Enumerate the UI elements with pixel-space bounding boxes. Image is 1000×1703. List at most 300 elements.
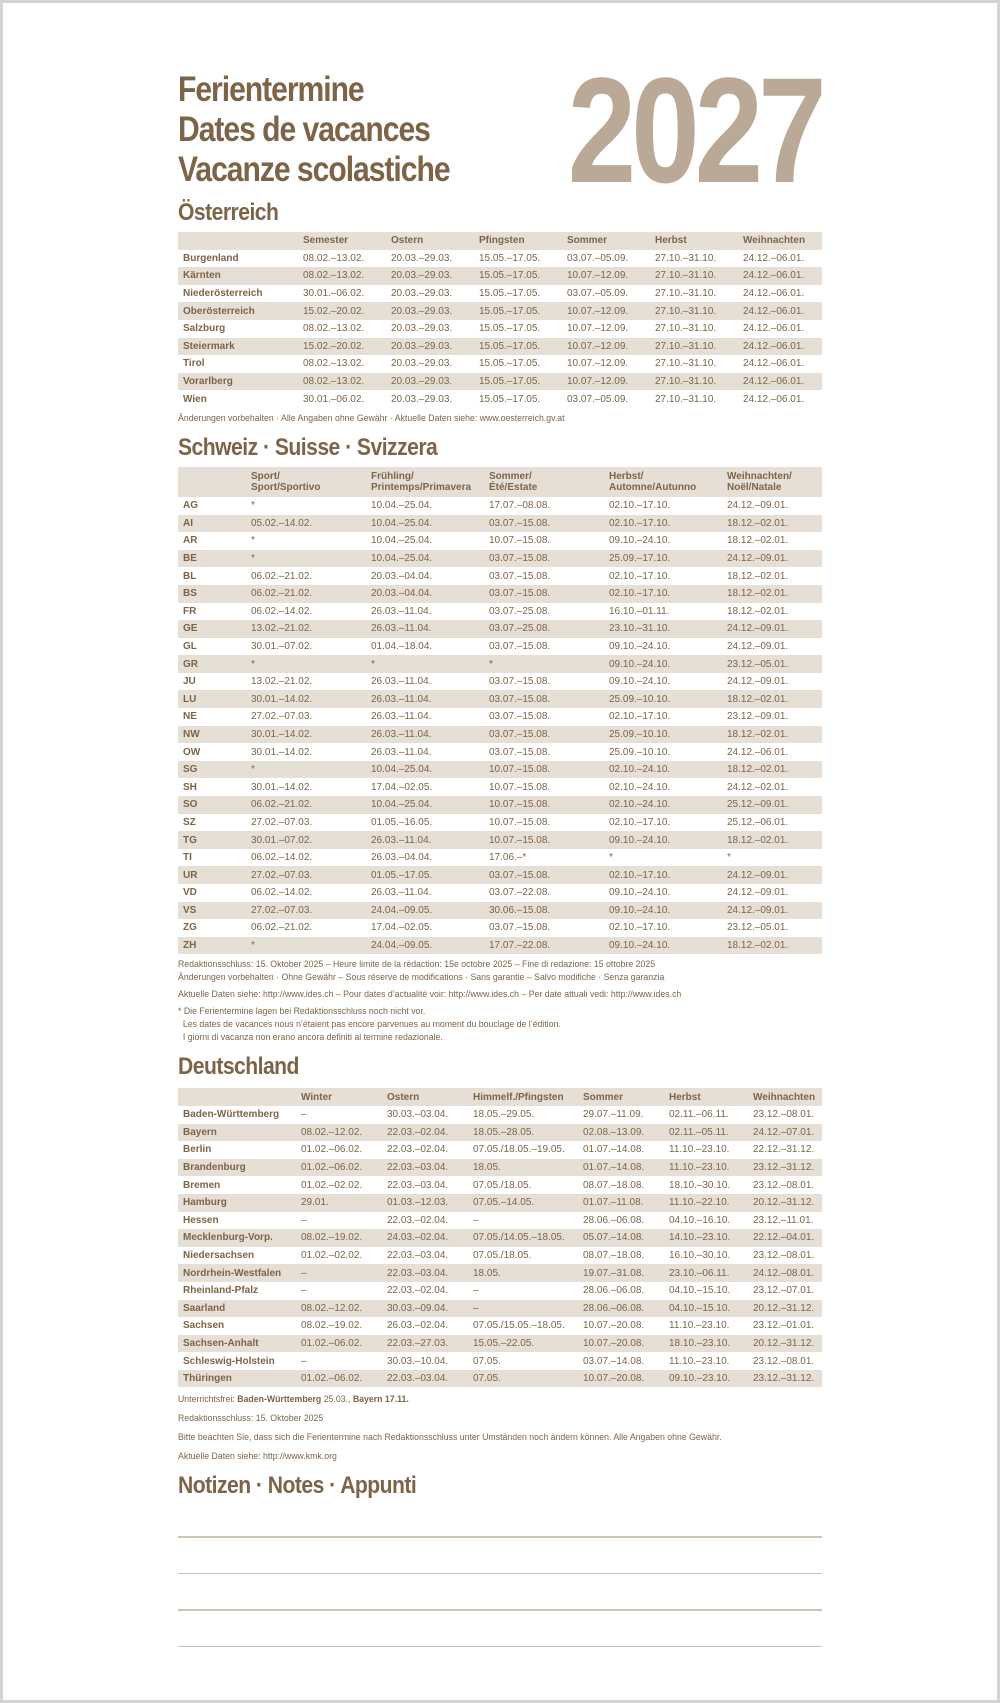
column-header-line: Noël/Natale bbox=[727, 481, 782, 493]
region-name-cell: AG bbox=[183, 500, 198, 512]
date-cell: 23.10.–06.11. bbox=[664, 1264, 748, 1282]
date-cell: 20.03.–04.04. bbox=[371, 570, 433, 582]
date-cell: * bbox=[366, 655, 484, 673]
region-name-cell: TI bbox=[183, 852, 192, 864]
notes-line bbox=[178, 1573, 822, 1575]
date-cell: 10.07.–15.08. bbox=[484, 831, 604, 849]
table-row bbox=[178, 849, 822, 867]
unterrichtsfrei-bw-date: 25.03., bbox=[323, 1394, 351, 1406]
date-cell: 02.10.–17.10. bbox=[609, 816, 671, 828]
asterisk-note-2: Les dates de vacances nous n’étaient pas encore parvenues au moment du bouclage de l’édition. bbox=[178, 1019, 561, 1031]
date-cell: 28.06.–06.08. bbox=[583, 1285, 645, 1297]
date-cell: 02.10.–24.10. bbox=[604, 796, 722, 814]
date-cell: 10.07.–15.08. bbox=[489, 535, 551, 547]
date-cell: 04.10.–15.10. bbox=[669, 1285, 731, 1297]
column-header-line: Printemps/Primavera bbox=[371, 481, 472, 493]
column-header: Ostern bbox=[382, 1088, 468, 1106]
date-cell: 26.03.–11.04. bbox=[371, 746, 432, 758]
date-cell: 29.01. bbox=[296, 1194, 382, 1212]
region-name-cell: Hamburg bbox=[178, 1194, 296, 1212]
date-cell: 20.03.–29.03. bbox=[391, 252, 453, 264]
date-cell: 22.03.–03.04. bbox=[387, 1250, 449, 1262]
date-cell: 15.02.–20.02. bbox=[298, 302, 386, 320]
date-cell: 30.03.–03.04. bbox=[387, 1109, 449, 1121]
date-cell: 20.03.–29.03. bbox=[386, 302, 474, 320]
date-cell: 03.07.–15.08. bbox=[484, 726, 604, 744]
title-italian: Vacanze scolastiche bbox=[178, 150, 450, 189]
date-cell: – bbox=[301, 1109, 307, 1121]
column-header: Herbst bbox=[664, 1088, 748, 1106]
date-cell: 27.10.–31.10. bbox=[650, 267, 738, 285]
date-cell: 20.03.–29.03. bbox=[391, 288, 453, 300]
date-cell: 22.12.–31.12. bbox=[753, 1144, 815, 1156]
date-cell: 30.01.–14.02. bbox=[246, 690, 366, 708]
region-name-cell: GE bbox=[178, 620, 246, 638]
table-row bbox=[178, 567, 822, 585]
date-cell: 03.07.–15.08. bbox=[484, 515, 604, 533]
table-row bbox=[178, 1247, 822, 1265]
date-cell: 26.03.–11.04. bbox=[366, 620, 484, 638]
date-cell: 10.07.–20.08. bbox=[583, 1320, 645, 1332]
date-cell: 09.10.–24.10. bbox=[609, 640, 671, 652]
date-cell: 28.06.–06.08. bbox=[583, 1214, 645, 1226]
region-name-cell: BL bbox=[183, 570, 197, 582]
date-cell: 24.12.–09.01. bbox=[727, 676, 789, 688]
date-cell: 18.10.–23.10. bbox=[664, 1335, 748, 1353]
date-cell: 10.07.–20.08. bbox=[578, 1370, 664, 1388]
table-row bbox=[178, 267, 822, 285]
region-name-cell: Oberösterreich bbox=[178, 302, 298, 320]
column-header-line: Frühling/ bbox=[371, 470, 414, 482]
date-cell: 25.09.–17.10. bbox=[604, 550, 722, 568]
date-cell: 15.05.–22.05. bbox=[468, 1335, 578, 1353]
column-header: Pfingsten bbox=[474, 232, 562, 250]
region-name-cell: AI bbox=[178, 515, 246, 533]
date-cell: 16.10.–01.11. bbox=[609, 605, 670, 617]
date-cell: 10.07.–12.09. bbox=[567, 323, 629, 335]
date-cell: 03.07.–22.08. bbox=[489, 887, 551, 899]
date-cell: 01.04.–18.04. bbox=[371, 640, 433, 652]
region-name-cell: UR bbox=[178, 866, 246, 884]
date-cell: 13.02.–21.02. bbox=[251, 676, 313, 688]
date-cell: 25.09.–10.10. bbox=[609, 746, 671, 758]
germany-disclaimer: Bitte beachten Sie, dass sich die Ferientermine nach Redaktionsschluss unter Umständen noch ändern können. Alle Angaben ohne Gewähr. bbox=[178, 1432, 722, 1444]
date-cell: 27.10.–31.10. bbox=[655, 323, 717, 335]
date-cell: 26.03.–11.04. bbox=[371, 605, 432, 617]
table-row bbox=[178, 1352, 822, 1370]
table-row bbox=[178, 1317, 822, 1335]
date-cell: 27.10.–31.10. bbox=[650, 373, 738, 391]
date-cell: 23.10.–31.10. bbox=[604, 620, 722, 638]
date-cell: 26.03.–11.04. bbox=[371, 711, 432, 723]
date-cell: 24.12.–09.01. bbox=[727, 640, 789, 652]
date-cell: 06.02.–21.02. bbox=[246, 585, 366, 603]
table-row bbox=[178, 884, 822, 902]
date-cell: * bbox=[609, 852, 613, 864]
unterrichtsfrei-by-date: 17.11. bbox=[384, 1394, 409, 1406]
table-row bbox=[178, 338, 822, 356]
date-cell: 01.03.–12.03. bbox=[382, 1194, 468, 1212]
unterrichtsfrei-by: Bayern bbox=[352, 1394, 383, 1406]
table-row bbox=[178, 796, 822, 814]
column-header: Semester bbox=[298, 232, 386, 250]
table-row bbox=[178, 655, 822, 673]
table-row bbox=[178, 1141, 822, 1159]
date-cell: 06.02.–21.02. bbox=[246, 796, 366, 814]
date-cell: 10.07.–12.09. bbox=[562, 373, 650, 391]
table-row bbox=[178, 1124, 822, 1142]
date-cell: 26.03.–11.04. bbox=[371, 676, 432, 688]
date-cell: 27.10.–31.10. bbox=[655, 393, 717, 405]
date-cell: 16.10.–30.10. bbox=[669, 1250, 731, 1262]
title-block bbox=[178, 70, 494, 190]
date-cell: 08.02.–13.02. bbox=[303, 323, 365, 335]
date-cell: * bbox=[246, 761, 366, 779]
date-cell: 15.05.–17.05. bbox=[474, 373, 562, 391]
table-row bbox=[178, 1212, 822, 1230]
column-header-blank bbox=[178, 1088, 296, 1106]
date-cell: 10.07.–15.08. bbox=[489, 781, 551, 793]
date-cell: 17.04.–02.05. bbox=[371, 922, 433, 934]
date-cell: * bbox=[727, 852, 731, 864]
date-cell: 05.07.–14.08. bbox=[578, 1229, 664, 1247]
date-cell: 07.05. bbox=[473, 1355, 501, 1367]
date-cell: – bbox=[296, 1264, 382, 1282]
table-row bbox=[178, 585, 822, 603]
region-name-cell: Bayern bbox=[178, 1124, 296, 1142]
region-name-cell: Nordrhein-Westfalen bbox=[178, 1264, 296, 1282]
date-cell: 09.10.–24.10. bbox=[609, 887, 671, 899]
table-row bbox=[178, 532, 822, 550]
date-cell: 06.02.–14.02. bbox=[251, 605, 313, 617]
table-row bbox=[178, 1264, 822, 1282]
region-name-cell: Rheinland-Pfalz bbox=[183, 1285, 259, 1297]
date-cell: 18.12.–02.01. bbox=[722, 585, 822, 603]
date-cell: 23.12.–07.01. bbox=[753, 1285, 815, 1297]
section-heading-austria: Österreich bbox=[178, 199, 279, 226]
date-cell: 11.10.–22.10. bbox=[664, 1194, 748, 1212]
date-cell: 10.07.–12.09. bbox=[562, 338, 650, 356]
date-cell: 15.05.–17.05. bbox=[474, 338, 562, 356]
table-row bbox=[178, 1282, 822, 1300]
date-cell: 24.12.–07.01. bbox=[748, 1124, 822, 1142]
date-cell: 03.07.–05.09. bbox=[567, 252, 629, 264]
table-row bbox=[178, 515, 822, 533]
date-cell: 18.12.–02.01. bbox=[727, 605, 789, 617]
date-cell: 22.03.–03.04. bbox=[382, 1370, 468, 1388]
region-name-cell: SZ bbox=[183, 816, 196, 828]
column-header-blank bbox=[178, 232, 298, 250]
date-cell: 15.05.–17.05. bbox=[479, 393, 541, 405]
date-cell: 25.09.–10.10. bbox=[604, 726, 722, 744]
table-row bbox=[178, 866, 822, 884]
date-cell: 10.07.–12.09. bbox=[567, 358, 629, 370]
date-cell: 10.04.–25.04. bbox=[366, 515, 484, 533]
date-cell: 23.12.–08.01. bbox=[753, 1179, 815, 1191]
date-cell: 23.12.–11.01. bbox=[753, 1214, 814, 1226]
region-name-cell: Kärnten bbox=[178, 267, 298, 285]
column-header: Ostern bbox=[386, 232, 474, 250]
date-cell: 08.07.–18.08. bbox=[583, 1250, 645, 1262]
date-cell: 06.02.–21.02. bbox=[251, 922, 313, 934]
date-cell: 23.12.–08.01. bbox=[753, 1109, 815, 1121]
region-name-cell: Saarland bbox=[178, 1300, 296, 1318]
region-name-cell: Salzburg bbox=[183, 323, 226, 335]
switzerland-footer-2: Änderungen vorbehalten · Ohne Gewähr – Sous réserve de modifications · Sans garantie – Salvo modifiche · Senza garanzia bbox=[178, 972, 665, 984]
table-row bbox=[178, 373, 822, 391]
region-name-cell: Burgenland bbox=[183, 252, 239, 264]
date-cell: 23.12.–05.01. bbox=[727, 922, 789, 934]
table-row bbox=[178, 1106, 822, 1124]
region-name-cell: TG bbox=[178, 831, 246, 849]
date-cell: 18.12.–02.01. bbox=[722, 726, 822, 744]
table-row bbox=[178, 285, 822, 303]
date-cell: 09.10.–24.10. bbox=[604, 831, 722, 849]
region-name-cell: Brandenburg bbox=[178, 1159, 296, 1177]
table-row bbox=[178, 1335, 822, 1353]
date-cell: 30.03.–09.04. bbox=[382, 1300, 468, 1318]
table-row bbox=[178, 814, 822, 832]
date-cell: 24.12.–02.01. bbox=[727, 781, 789, 793]
date-cell: 15.05.–17.05. bbox=[474, 267, 562, 285]
date-cell: 18.10.–30.10. bbox=[669, 1179, 731, 1191]
date-cell: 03.07.–05.09. bbox=[567, 393, 629, 405]
title-german: Ferientermine bbox=[178, 70, 364, 109]
date-cell: 22.03.–03.04. bbox=[387, 1179, 449, 1191]
date-cell: 24.04.–09.05. bbox=[366, 937, 484, 955]
region-name-cell: ZG bbox=[183, 922, 197, 934]
date-cell: 01.07.–14.08. bbox=[583, 1144, 645, 1156]
date-cell: 24.12.–06.01. bbox=[738, 267, 822, 285]
date-cell: 27.02.–07.03. bbox=[251, 711, 313, 723]
date-cell: 05.02.–14.02. bbox=[246, 515, 366, 533]
date-cell: 15.02.–20.02. bbox=[298, 338, 386, 356]
date-cell: 20.03.–29.03. bbox=[386, 267, 474, 285]
column-header bbox=[484, 467, 604, 497]
unterrichtsfrei-note bbox=[178, 1393, 770, 1406]
date-cell: * bbox=[484, 655, 604, 673]
date-cell: 03.07.–25.08. bbox=[484, 620, 604, 638]
notes-line bbox=[178, 1609, 822, 1611]
date-cell: 24.04.–09.05. bbox=[366, 902, 484, 920]
switzerland-footer-3: Aktuelle Daten siehe: http://www.ides.ch – Pour dates d’actualité voir: http://www.ides.ch – Per date attuali vedi: http://www.ides.ch bbox=[178, 989, 682, 1001]
date-cell: 24.12.–09.01. bbox=[722, 902, 822, 920]
date-cell: – bbox=[473, 1285, 479, 1297]
date-cell: 09.10.–24.10. bbox=[609, 535, 671, 547]
date-cell: 06.02.–21.02. bbox=[251, 570, 313, 582]
region-name-cell: SG bbox=[178, 761, 246, 779]
date-cell: 14.10.–23.10. bbox=[664, 1229, 748, 1247]
column-header-line: Herbst/ bbox=[609, 470, 644, 482]
region-name-cell: Niederösterreich bbox=[183, 288, 263, 300]
date-cell: 20.03.–29.03. bbox=[386, 373, 474, 391]
date-cell: 24.03.–02.04. bbox=[382, 1229, 468, 1247]
date-cell: 30.01.–14.02. bbox=[251, 781, 313, 793]
region-name-cell: AR bbox=[183, 535, 198, 547]
table-row bbox=[178, 1176, 822, 1194]
region-name-cell: NW bbox=[178, 726, 246, 744]
date-cell: 11.10.–23.10. bbox=[669, 1320, 730, 1332]
date-cell: 15.05.–17.05. bbox=[479, 288, 541, 300]
region-name-cell: LU bbox=[178, 690, 246, 708]
date-cell: 18.12.–02.01. bbox=[722, 690, 822, 708]
column-header bbox=[604, 467, 722, 497]
date-cell: 15.05.–17.05. bbox=[479, 323, 541, 335]
region-name-cell: Sachsen-Anhalt bbox=[178, 1335, 296, 1353]
date-cell: 02.10.–24.10. bbox=[609, 781, 671, 793]
date-cell: 08.02.–13.02. bbox=[298, 373, 386, 391]
date-cell: 10.04.–25.04. bbox=[371, 500, 433, 512]
region-name-cell: Wien bbox=[183, 393, 207, 405]
date-cell: 07.05.–14.05. bbox=[468, 1194, 578, 1212]
notes-line bbox=[178, 1646, 822, 1648]
date-cell: 08.02.–13.02. bbox=[303, 252, 365, 264]
date-cell: 22.03.–02.04. bbox=[382, 1124, 468, 1142]
date-cell: 23.12.–08.01. bbox=[753, 1355, 815, 1367]
column-header: Weihnachten bbox=[748, 1088, 822, 1106]
date-cell: 11.10.–23.10. bbox=[669, 1355, 730, 1367]
date-cell: 20.03.–29.03. bbox=[391, 393, 453, 405]
date-cell: 27.02.–07.03. bbox=[246, 866, 366, 884]
date-cell: 09.10.–24.10. bbox=[609, 676, 671, 688]
date-cell: 10.07.–12.09. bbox=[562, 302, 650, 320]
date-cell: 20.12.–31.12. bbox=[748, 1194, 822, 1212]
table-row bbox=[178, 1194, 822, 1212]
table-row bbox=[178, 1229, 822, 1247]
date-cell: 04.10.–16.10. bbox=[669, 1214, 731, 1226]
date-cell: 03.07.–25.08. bbox=[489, 605, 551, 617]
date-cell: 06.02.–14.02. bbox=[251, 887, 313, 899]
date-cell: 22.03.–03.04. bbox=[382, 1159, 468, 1177]
table-row bbox=[178, 638, 822, 656]
table-row bbox=[178, 831, 822, 849]
section-heading-germany: Deutschland bbox=[178, 1053, 299, 1081]
region-name-cell: VD bbox=[183, 887, 197, 899]
date-cell: 17.07.–22.08. bbox=[484, 937, 604, 955]
date-cell: 15.05.–17.05. bbox=[479, 252, 541, 264]
date-cell: 22.03.–02.04. bbox=[387, 1285, 449, 1297]
switzerland-table bbox=[178, 467, 822, 954]
region-name-cell: NE bbox=[183, 711, 197, 723]
date-cell: 24.12.–06.01. bbox=[743, 323, 805, 335]
date-cell: 18.12.–02.01. bbox=[727, 535, 789, 547]
region-name-cell: SH bbox=[183, 781, 197, 793]
column-header-blank bbox=[178, 467, 246, 497]
column-header-line: Automne/Autunno bbox=[609, 481, 697, 493]
date-cell: 18.05. bbox=[468, 1159, 578, 1177]
date-cell: 24.12.–09.01. bbox=[722, 550, 822, 568]
date-cell: 07.05./18.05. bbox=[473, 1250, 532, 1262]
date-cell: 01.05.–16.05. bbox=[371, 816, 433, 828]
date-cell: 24.12.–06.01. bbox=[743, 393, 805, 405]
asterisk-note-3: I giorni di vacanza non erano ancora definiti al termine redazionale. bbox=[178, 1032, 443, 1044]
date-cell: 24.12.–09.01. bbox=[727, 500, 789, 512]
date-cell: 20.12.–31.12. bbox=[748, 1300, 822, 1318]
date-cell: * bbox=[251, 500, 255, 512]
date-cell: 10.07.–12.09. bbox=[562, 267, 650, 285]
date-cell: 26.03.–11.04. bbox=[366, 831, 484, 849]
column-header: Sommer bbox=[578, 1088, 664, 1106]
asterisk-note-1: * Die Ferientermine lagen bei Redaktionsschluss noch nicht vor. bbox=[178, 1006, 426, 1018]
column-header: Himmelf./Pfingsten bbox=[468, 1088, 578, 1106]
date-cell: 11.10.–23.10. bbox=[669, 1144, 730, 1156]
date-cell: 07.05. bbox=[468, 1370, 578, 1388]
date-cell: 10.07.–15.08. bbox=[484, 796, 604, 814]
date-cell: 01.02.–06.02. bbox=[296, 1335, 382, 1353]
date-cell: 03.07.–14.08. bbox=[583, 1355, 645, 1367]
date-cell: 04.10.–15.10. bbox=[664, 1300, 748, 1318]
date-cell: 13.02.–21.02. bbox=[246, 620, 366, 638]
date-cell: 07.05./18.05.–19.05. bbox=[473, 1144, 565, 1156]
table-row bbox=[178, 603, 822, 621]
date-cell: 18.05.–28.05. bbox=[468, 1124, 578, 1142]
date-cell: 24.12.–09.01. bbox=[722, 620, 822, 638]
table-header-row bbox=[178, 1088, 822, 1106]
region-name-cell: Baden-Württemberg bbox=[183, 1109, 280, 1121]
date-cell: – bbox=[473, 1214, 479, 1226]
table-row bbox=[178, 550, 822, 568]
date-cell: 01.05.–17.05. bbox=[366, 866, 484, 884]
table-header-row bbox=[178, 232, 822, 250]
date-cell: 01.07.–11.08. bbox=[578, 1194, 664, 1212]
date-cell: 24.12.–08.01. bbox=[748, 1264, 822, 1282]
column-header bbox=[246, 467, 366, 497]
date-cell: 15.05.–17.05. bbox=[479, 358, 541, 370]
column-header-line: Sport/Sportivo bbox=[251, 481, 321, 493]
date-cell: 03.07.–15.08. bbox=[484, 866, 604, 884]
date-cell: 10.04.–25.04. bbox=[366, 550, 484, 568]
date-cell: 20.03.–29.03. bbox=[386, 338, 474, 356]
date-cell: 25.09.–10.10. bbox=[604, 690, 722, 708]
date-cell: 02.10.–17.10. bbox=[604, 866, 722, 884]
date-cell: 07.05./14.05.–18.05. bbox=[468, 1229, 578, 1247]
date-cell: 27.02.–07.03. bbox=[246, 902, 366, 920]
region-name-cell: FR bbox=[183, 605, 197, 617]
date-cell: 01.02.–02.02. bbox=[301, 1250, 363, 1262]
date-cell: 30.01.–07.02. bbox=[251, 640, 313, 652]
date-cell: * bbox=[246, 937, 366, 955]
date-cell: 30.03.–10.04. bbox=[387, 1355, 449, 1367]
date-cell: 07.05./15.05.–18.05. bbox=[473, 1320, 565, 1332]
column-header: Sommer bbox=[562, 232, 650, 250]
date-cell: 08.02.–13.02. bbox=[303, 358, 365, 370]
date-cell: – bbox=[301, 1355, 307, 1367]
date-cell: 08.02.–12.02. bbox=[296, 1124, 382, 1142]
date-cell: 29.07.–11.09. bbox=[583, 1109, 644, 1121]
date-cell: 30.01.–06.02. bbox=[303, 288, 365, 300]
date-cell: 01.02.–02.02. bbox=[301, 1179, 363, 1191]
table-row bbox=[178, 355, 822, 373]
germany-table bbox=[178, 1088, 822, 1387]
date-cell: 02.08.–13.09. bbox=[578, 1124, 664, 1142]
date-cell: 03.07.–05.09. bbox=[567, 288, 629, 300]
date-cell: 24.12.–06.01. bbox=[727, 746, 789, 758]
table-row bbox=[178, 497, 822, 515]
date-cell: 01.02.–06.02. bbox=[301, 1144, 363, 1156]
table-row bbox=[178, 673, 822, 691]
date-cell: 07.05./18.05. bbox=[473, 1179, 532, 1191]
date-cell: 03.07.–15.08. bbox=[484, 585, 604, 603]
date-cell: 24.12.–06.01. bbox=[743, 252, 805, 264]
date-cell: 03.07.–15.08. bbox=[484, 550, 604, 568]
date-cell: 03.07.–15.08. bbox=[484, 690, 604, 708]
switzerland-footer-1: Redaktionsschluss: 15. Oktober 2025 – Heure limite de la rédaction: 15e octobre 2025 – Fine di redazione: 15 ottobre 2025 bbox=[178, 959, 656, 971]
column-header bbox=[722, 467, 822, 497]
table-row bbox=[178, 761, 822, 779]
date-cell: 24.12.–06.01. bbox=[738, 302, 822, 320]
date-cell: 02.10.–17.10. bbox=[609, 570, 671, 582]
date-cell: 25.12.–06.01. bbox=[727, 816, 789, 828]
